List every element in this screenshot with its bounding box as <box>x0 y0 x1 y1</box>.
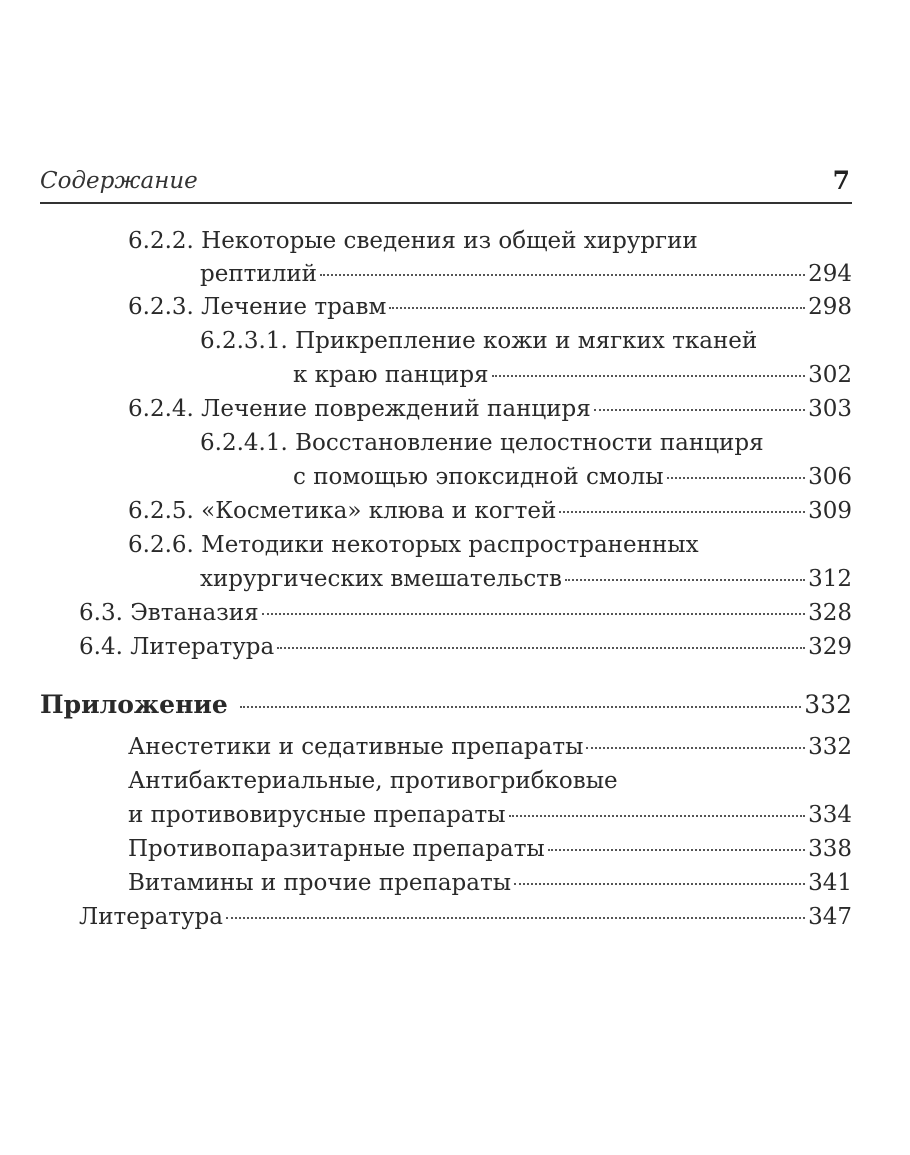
dot-leader <box>594 409 805 411</box>
toc-page-number: 347 <box>808 904 852 930</box>
toc-entry-6-2-4-1-line1: 6.2.4.1. Восстановление целостности панциря <box>200 430 764 456</box>
header-title: Содержание <box>40 168 198 194</box>
toc-entry-label: 6.2.4. Лечение повреждений панциря <box>128 396 591 422</box>
toc-entry-6-2-3-1 <box>293 358 852 392</box>
toc-entry-label: и противовирусные препараты <box>128 802 506 828</box>
toc-entry-appendix <box>40 687 852 723</box>
dot-leader <box>492 375 806 377</box>
toc-entry-label: Витамины и прочие препараты <box>128 870 512 896</box>
dot-leader <box>509 815 806 817</box>
toc-entry-6-2-3 <box>128 290 852 324</box>
toc-entry-label: 6.2.5. «Косметика» клюва и когтей <box>128 498 557 524</box>
toc-page-number: 294 <box>808 261 852 287</box>
dot-leader <box>559 511 805 513</box>
toc-entry-label: 6.3. Эвтаназия <box>79 600 259 626</box>
toc-page-number: 332 <box>808 734 852 760</box>
toc-entry-6-3 <box>79 596 852 630</box>
toc-page-number: 329 <box>808 634 852 660</box>
toc-entry-6-2-2-line1: 6.2.2. Некоторые сведения из общей хирургии <box>128 228 698 254</box>
dot-leader <box>514 883 805 885</box>
toc-page-number: 338 <box>808 836 852 862</box>
toc-page-number: 302 <box>808 362 852 388</box>
dot-leader <box>667 477 806 479</box>
toc-entry-antibacterial-line1: Антибактериальные, противогрибковые <box>128 768 618 794</box>
toc-entry-6-2-6-line1: 6.2.6. Методики некоторых распространенных <box>128 532 699 558</box>
toc-section-heading: Приложение <box>40 690 228 719</box>
toc-entry-label: Анестетики и седативные препараты <box>128 734 584 760</box>
dot-leader <box>389 307 805 309</box>
dot-leader <box>320 274 805 276</box>
toc-entry-label: с помощью эпоксидной смолы <box>293 464 664 490</box>
toc-page-number: 334 <box>808 802 852 828</box>
toc-page-number: 312 <box>808 566 852 592</box>
toc-entry-anesthetics <box>128 730 852 764</box>
toc-page-number: 298 <box>808 294 852 320</box>
toc-page-number: 303 <box>808 396 852 422</box>
toc-page-number: 341 <box>808 870 852 896</box>
toc-entry-antibacterial <box>128 798 852 832</box>
dot-leader <box>240 706 801 708</box>
toc-entry-6-2-4 <box>128 392 852 426</box>
toc-entry-label: хирургических вмешательств <box>200 566 562 592</box>
toc-entry-label: 6.2.3. Лечение травм <box>128 294 387 320</box>
toc-entry-antiparasitic <box>128 832 852 866</box>
toc-entry-label: Противопаразитарные препараты <box>128 836 545 862</box>
dot-leader <box>565 579 805 581</box>
toc-entry-literature <box>79 900 852 934</box>
toc-entry-6-4 <box>79 630 852 664</box>
dot-leader <box>262 613 805 615</box>
toc-page-number: 328 <box>808 600 852 626</box>
toc-entry-label: Литература <box>79 904 223 930</box>
toc-entry-6-2-6 <box>200 562 852 596</box>
toc-entry-vitamins <box>128 866 852 900</box>
toc-page-number: 332 <box>804 690 852 719</box>
dot-leader <box>548 849 805 851</box>
header-page-number: 7 <box>832 166 850 195</box>
toc-entry-label: рептилий <box>200 261 317 287</box>
toc-page-number: 309 <box>808 498 852 524</box>
toc-entry-6-2-4-1 <box>293 460 852 494</box>
dot-leader <box>586 747 805 749</box>
toc-page-number: 306 <box>808 464 852 490</box>
toc-entry-6-2-5 <box>128 494 852 528</box>
toc-entry-label: к краю панциря <box>293 362 489 388</box>
toc-entry-6-2-3-1-line1: 6.2.3.1. Прикрепление кожи и мягких тканей <box>200 328 758 354</box>
dot-leader <box>277 647 805 649</box>
toc-entry-6-2-2 <box>200 257 852 291</box>
dot-leader <box>226 917 805 919</box>
toc-entry-label: 6.4. Литература <box>79 634 275 660</box>
